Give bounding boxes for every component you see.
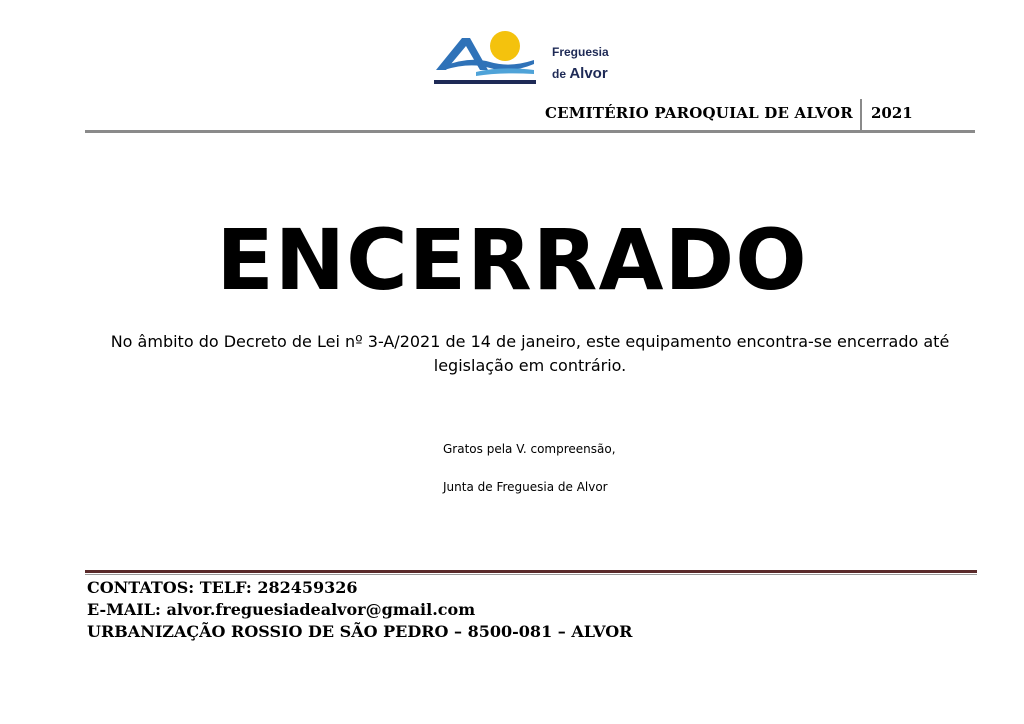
signature-text: Junta de Freguesia de Alvor bbox=[443, 480, 608, 494]
header-rule bbox=[85, 130, 975, 133]
logo-line2-name: Alvor bbox=[569, 65, 608, 82]
logo-mark-icon bbox=[430, 26, 550, 90]
freguesia-logo bbox=[430, 26, 630, 90]
logo-line1: Freguesia bbox=[552, 45, 609, 59]
thanks-text: Gratos pela V. compreensão, bbox=[443, 442, 616, 456]
logo-line2-prefix: de bbox=[552, 67, 570, 81]
closure-notice: No âmbito do Decreto de Lei nº 3-A/2021 de 14 de janeiro, este equipamento encontra-se encerrado até legislação em contrário. bbox=[110, 332, 950, 375]
header-year: 2021 bbox=[871, 104, 913, 122]
footer-rule-secondary bbox=[85, 574, 977, 575]
footer-contacts bbox=[87, 577, 632, 643]
logo-line2 bbox=[552, 66, 609, 81]
contact-phone: CONTATOS: TELF: 282459326 bbox=[87, 578, 358, 597]
logo-wordmark bbox=[552, 46, 609, 81]
header-divider bbox=[860, 99, 862, 131]
closed-heading: ENCERRADO bbox=[216, 211, 808, 309]
contact-email: E-MAIL: alvor.freguesiadealvor@gmail.com bbox=[87, 600, 476, 619]
header-title: CEMITÉRIO PAROQUIAL DE ALVOR bbox=[545, 104, 853, 122]
contact-address: URBANIZAÇÃO ROSSIO DE SÃO PEDRO – 8500-081 – ALVOR bbox=[87, 622, 633, 641]
footer-rule bbox=[85, 570, 977, 573]
